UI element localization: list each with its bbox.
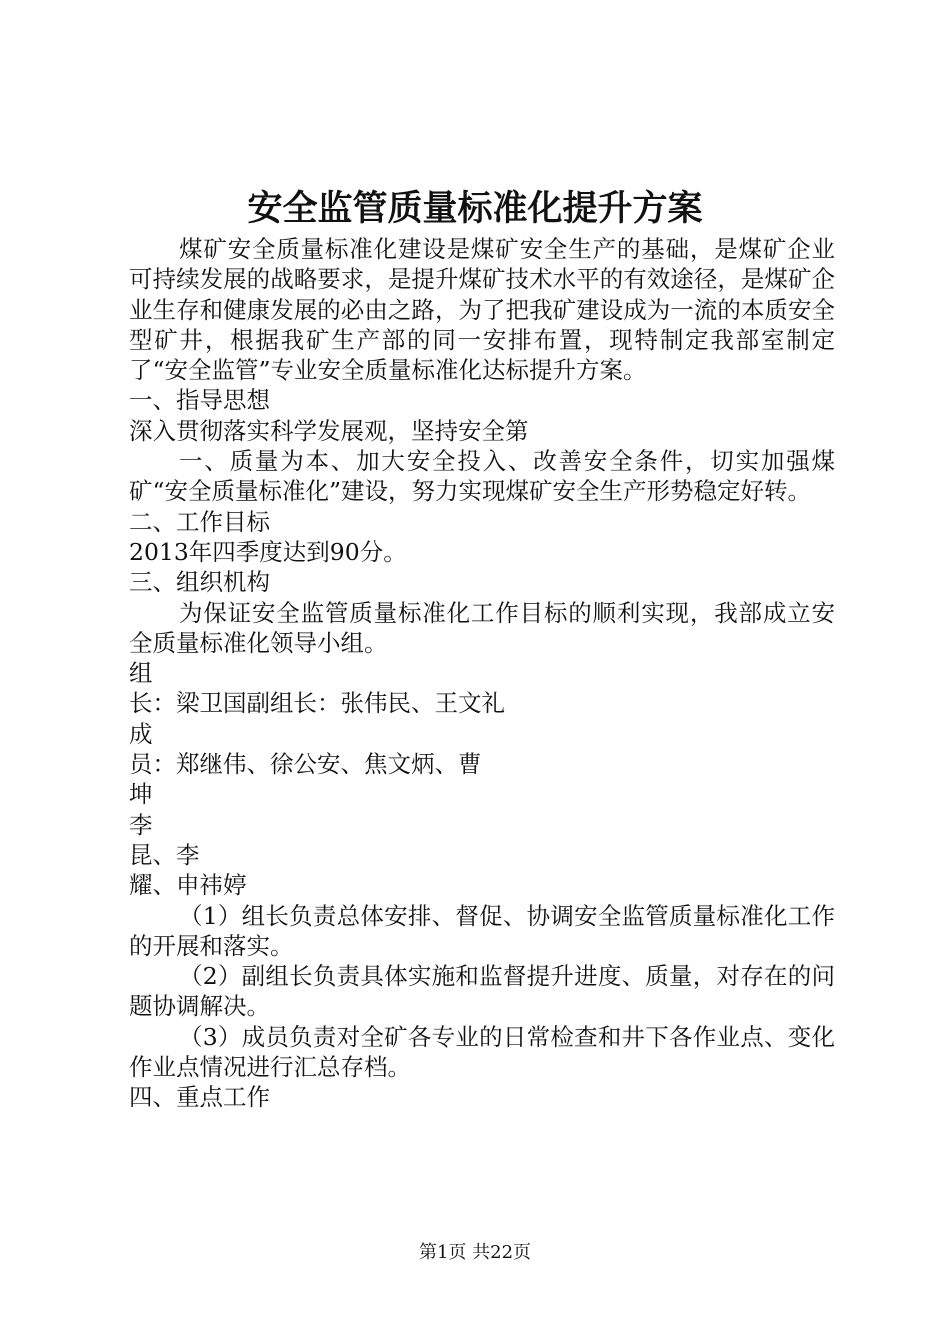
organization-paragraph: 为保证安全监管质量标准化工作目标的顺利实现，我部成立安全质量标准化领导小组。 bbox=[129, 598, 835, 657]
org-line-members: 员：郑继伟、徐公安、焦文炳、曹 bbox=[129, 750, 482, 779]
section-heading-key-work: 四、重点工作 bbox=[129, 1083, 270, 1112]
intro-paragraph: 煤矿安全质量标准化建设是煤矿安全生产的基础，是煤矿企业可持续发展的战略要求，是提升煤矿技术水平的有效途径，是煤矿企业生存和健康发展的必由之路，为了把我矿建设成为一流的本质安全型矿井，根据我矿生产部的同一安排布置，现特制定我部室制定了“安全监管”专业安全质量标准化达标提升方案。 bbox=[129, 235, 835, 385]
goal-paragraph: 2013年四季度达到90分。 bbox=[129, 537, 407, 566]
org-line-kun: 坤 bbox=[129, 780, 153, 809]
org-line-kun-li: 昆、李 bbox=[129, 840, 200, 869]
duty-leader: （1）组长负责总体安排、督促、协调安全监管质量标准化工作的开展和落实。 bbox=[129, 901, 835, 960]
org-line-li: 李 bbox=[129, 810, 153, 839]
guiding-paragraph: 一、质量为本、加大安全投入、改善安全条件，切实加强煤矿“安全质量标准化”建设，努力实现煤矿安全生产形势稳定好转。 bbox=[129, 447, 835, 506]
duty-deputy: （2）副组长负责具体实施和监督提升进度、质量，对存在的问题协调解决。 bbox=[129, 962, 835, 1021]
guiding-paragraph-line: 深入贯彻落实科学发展观，坚持安全第 bbox=[129, 416, 529, 445]
document-body bbox=[129, 234, 835, 1113]
section-heading-goal: 二、工作目标 bbox=[129, 507, 270, 536]
section-heading-guiding: 一、指导思想 bbox=[129, 386, 270, 415]
page-footer: 第1页 共22页 bbox=[418, 1242, 532, 1263]
duty-members: （3）成员负责对全矿各专业的日常检查和井下各作业点、变化作业点情况进行汇总存档。 bbox=[129, 1022, 835, 1082]
org-line-zu: 组 bbox=[129, 659, 153, 688]
org-line-cheng: 成 bbox=[129, 719, 153, 748]
document-title: 安全监管质量标准化提升方案 bbox=[247, 189, 703, 229]
section-heading-organization: 三、组织机构 bbox=[129, 568, 270, 597]
org-line-yao: 耀、申祎婷 bbox=[129, 871, 247, 900]
org-line-leader: 长：梁卫国副组长：张伟民、王文礼 bbox=[129, 689, 505, 718]
